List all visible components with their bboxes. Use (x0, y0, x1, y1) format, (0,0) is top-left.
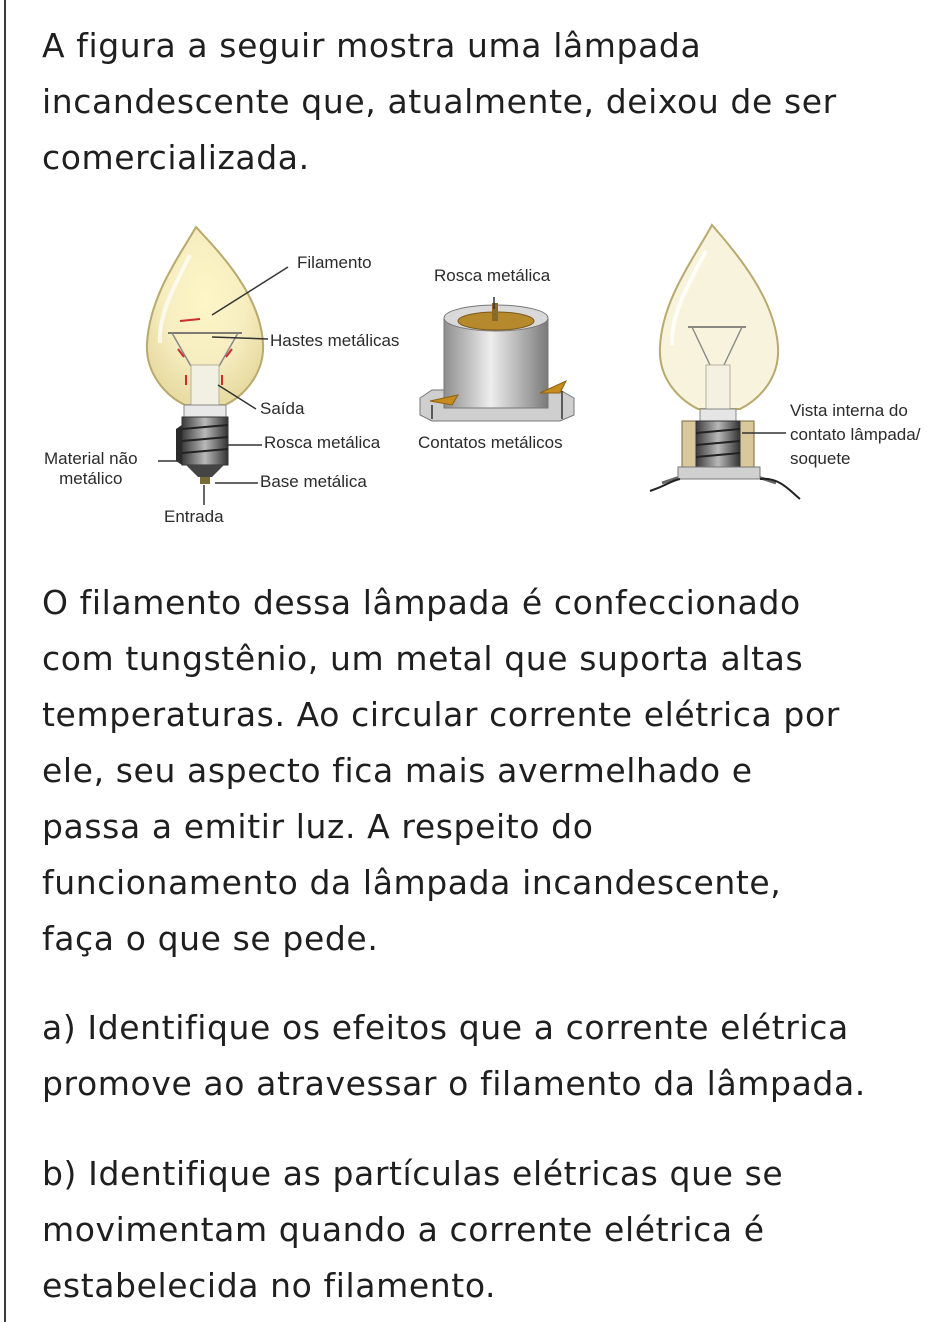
label-vista: Vista interna do contato lâmpada/ soquete (790, 401, 921, 468)
body-paragraph: O filamento dessa lâmpada é confeccionado com tungstênio, um metal que suporta altas temperaturas. Ao circular corrente elétrica por ele, seu aspecto fica mais avermelhado e passa a emitir luz. A respeito do funcionamento da lâmpada incandescente, faça o que se pede. (42, 583, 840, 958)
question-b: b) Identifique as partículas elétricas que se movimentam quando a corrente elétrica é estabelecida no filamento. (42, 1154, 784, 1305)
label-filamento: Filamento (297, 253, 372, 272)
label-entrada: Entrada (164, 507, 224, 526)
label-hastes: Hastes metálicas (270, 331, 400, 350)
lamp-figure (0, 215, 950, 540)
question-a: a) Identifique os efeitos que a corrente elétrica promove ao atravessar o filamento da lâmpada. (42, 1008, 866, 1103)
label-rosca: Rosca metálica (264, 433, 381, 452)
intro-paragraph: A figura a seguir mostra uma lâmpada incandescente que, atualmente, deixou de ser comercializada. (42, 26, 837, 177)
label-material: Material não metálico (44, 449, 138, 488)
label-contatos: Contatos metálicos (418, 433, 563, 452)
bulb-right (650, 225, 800, 499)
socket (420, 303, 574, 421)
lamp-illustration (0, 215, 950, 540)
label-rosca-socket: Rosca metálica (434, 266, 551, 285)
left-border-line (4, 0, 6, 1322)
label-base: Base metálica (260, 472, 367, 491)
label-saida: Saída (260, 399, 305, 418)
